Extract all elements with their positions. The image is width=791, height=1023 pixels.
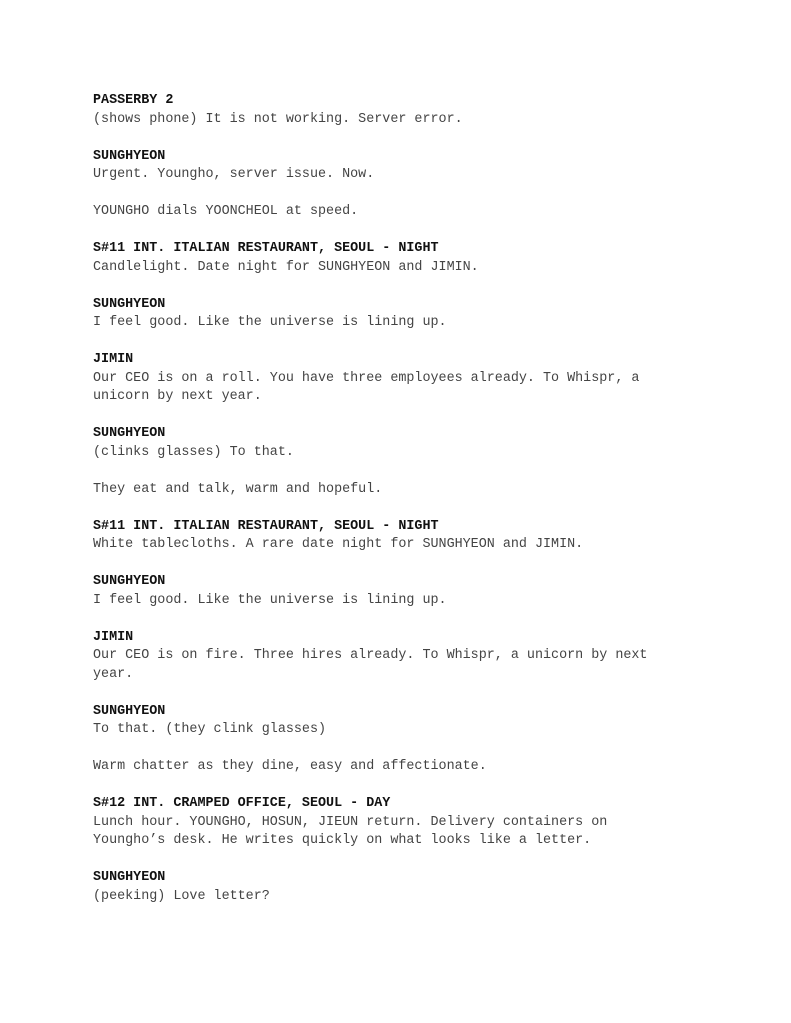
action-line: They eat and talk, warm and hopeful. [93,481,383,497]
scene-block [93,240,733,277]
dialogue-block [93,296,733,333]
script-page [93,92,733,925]
scene-heading: S#12 INT. CRAMPED OFFICE, SEOUL - DAY [93,796,391,811]
scene-heading: S#11 INT. ITALIAN RESTAURANT, SEOUL - NIGHT [93,241,439,256]
action-line: White tablecloths. A rare date night for SUNGHYEON and JIMIN. [93,537,584,552]
action-block [93,481,733,500]
action-block [93,203,733,222]
dialogue-line: Our CEO is on fire. Three hires already. To Whispr, a unicorn by next [93,648,648,663]
dialogue-line: Our CEO is on a roll. You have three employees already. To Whispr, a [93,370,640,386]
action-block [93,758,733,777]
character-name: SUNGHYEON [93,296,166,312]
dialogue-block [93,92,733,129]
dialogue-block [93,148,733,185]
dialogue-block [93,425,733,462]
dialogue-block [93,703,733,740]
dialogue-line: (peeking) Love letter? [93,888,270,904]
dialogue-line: I feel good. Like the universe is lining up. [93,315,447,330]
character-name: SUNGHYEON [93,870,166,885]
dialogue-line: I feel good. Like the universe is lining up. [93,592,447,608]
character-name: PASSERBY 2 [93,93,174,108]
dialogue-line: To that. (they clink glasses) [93,722,327,737]
dialogue-line: year. [93,666,134,682]
dialogue-line: (shows phone) It is not working. Server error. [93,111,463,127]
dialogue-block [93,629,733,685]
action-line: Candlelight. Date night for SUNGHYEON and JIMIN. [93,259,479,275]
dialogue-block [93,573,733,610]
dialogue-line: Urgent. Youngho, server issue. Now. [93,167,375,182]
character-name: SUNGHYEON [93,703,166,719]
dialogue-line: unicorn by next year. [93,389,262,404]
character-name: SUNGHYEON [93,426,166,441]
scene-block [93,795,733,851]
dialogue-line: (clinks glasses) To that. [93,444,294,460]
action-line: YOUNGHO dials YOONCHEOL at speed. [93,204,359,219]
action-line: Youngho’s desk. He writes quickly on what looks like a letter. [93,833,592,848]
character-name: SUNGHYEON [93,574,166,589]
character-name: SUNGHYEON [93,148,166,164]
scene-heading: S#11 INT. ITALIAN RESTAURANT, SEOUL - NIGHT [93,518,439,534]
dialogue-block [93,869,733,906]
action-line: Lunch hour. YOUNGHO, HOSUN, JIEUN return. Delivery containers on [93,814,608,830]
character-name: JIMIN [93,629,134,645]
action-line: Warm chatter as they dine, easy and affectionate. [93,759,487,774]
scene-block [93,518,733,555]
dialogue-block [93,351,733,407]
character-name: JIMIN [93,352,134,367]
